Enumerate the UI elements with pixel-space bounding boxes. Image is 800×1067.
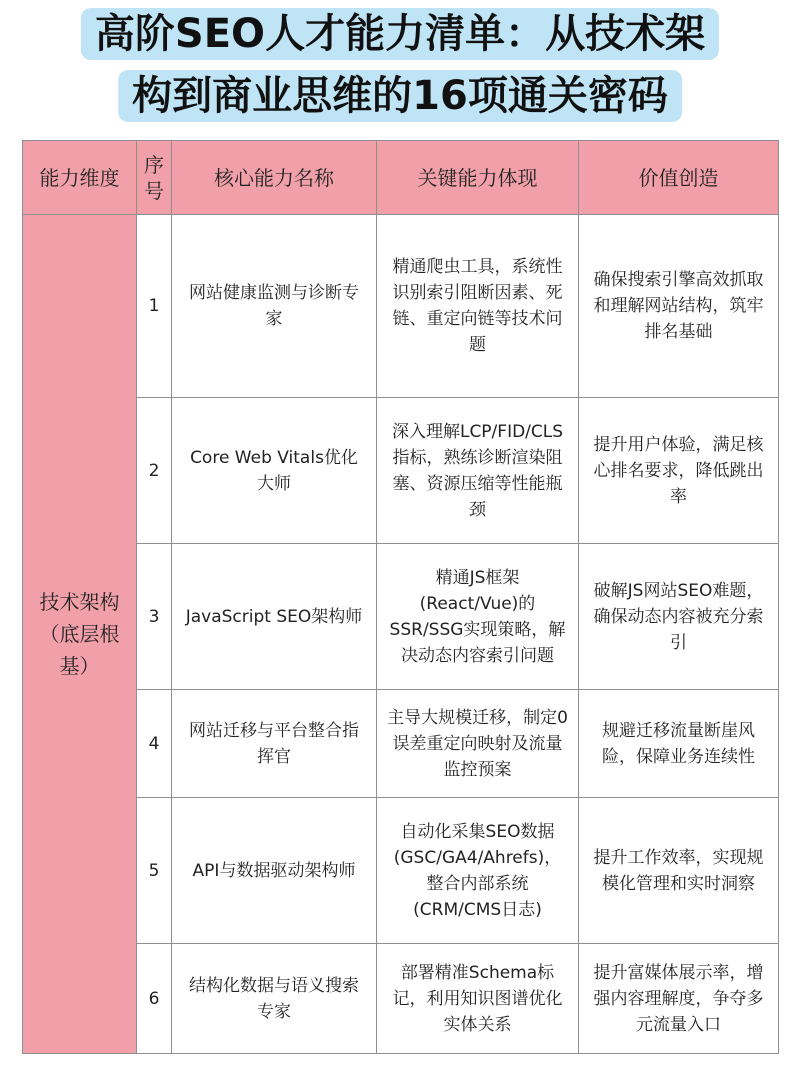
page-title-line-1: 高阶SEO人才能力清单：从技术架 [81,8,719,60]
ability-value: 规避迁移流量断崖风险，保障业务连续性 [579,690,779,798]
table-row [23,215,779,398]
table-row [23,690,779,798]
header-name: 核心能力名称 [172,141,377,215]
ability-key: 深入理解LCP/FID/CLS指标，熟练诊断渲染阻塞、资源压缩等性能瓶颈 [377,398,579,544]
row-number: 5 [137,798,172,944]
ability-name: 结构化数据与语义搜索专家 [172,944,377,1054]
ability-name: Core Web Vitals优化大师 [172,398,377,544]
table-row [23,944,779,1054]
ability-value: 提升工作效率，实现规模化管理和实时洞察 [579,798,779,944]
ability-name: 网站迁移与平台整合指挥官 [172,690,377,798]
ability-key: 部署精准Schema标记，利用知识图谱优化实体关系 [377,944,579,1054]
ability-name: 网站健康监测与诊断专家 [172,215,377,398]
header-value: 价值创造 [579,141,779,215]
header-dimension: 能力维度 [23,141,137,215]
table-row [23,398,779,544]
table-row [23,798,779,944]
ability-value: 提升富媒体展示率，增强内容理解度，争夺多元流量入口 [579,944,779,1054]
title-block [0,0,800,134]
ability-key: 精通JS框架(React/Vue)的SSR/SSG实现策略，解决动态内容索引问题 [377,544,579,690]
ability-key: 主导大规模迁移，制定0误差重定向映射及流量监控预案 [377,690,579,798]
ability-name: API与数据驱动架构师 [172,798,377,944]
table-header-row [23,141,779,215]
row-number: 3 [137,544,172,690]
row-number: 6 [137,944,172,1054]
page-title-line-2: 构到商业思维的16项通关密码 [118,70,682,122]
ability-value: 确保搜索引擎高效抓取和理解网站结构，筑牢排名基础 [579,215,779,398]
dimension-cell: 技术架构（底层根基） [23,215,137,1054]
ability-table [22,140,779,1054]
table-row [23,544,779,690]
row-number: 1 [137,215,172,398]
ability-value: 提升用户体验，满足核心排名要求，降低跳出率 [579,398,779,544]
ability-key: 精通爬虫工具，系统性识别索引阻断因素、死链、重定向链等技术问题 [377,215,579,398]
ability-value: 破解JS网站SEO难题，确保动态内容被充分索引 [579,544,779,690]
ability-name: JavaScript SEO架构师 [172,544,377,690]
header-seq: 序号 [137,141,172,215]
header-key: 关键能力体现 [377,141,579,215]
row-number: 4 [137,690,172,798]
ability-key: 自动化采集SEO数据(GSC/GA4/Ahrefs)，整合内部系统(CRM/CMS日志) [377,798,579,944]
row-number: 2 [137,398,172,544]
